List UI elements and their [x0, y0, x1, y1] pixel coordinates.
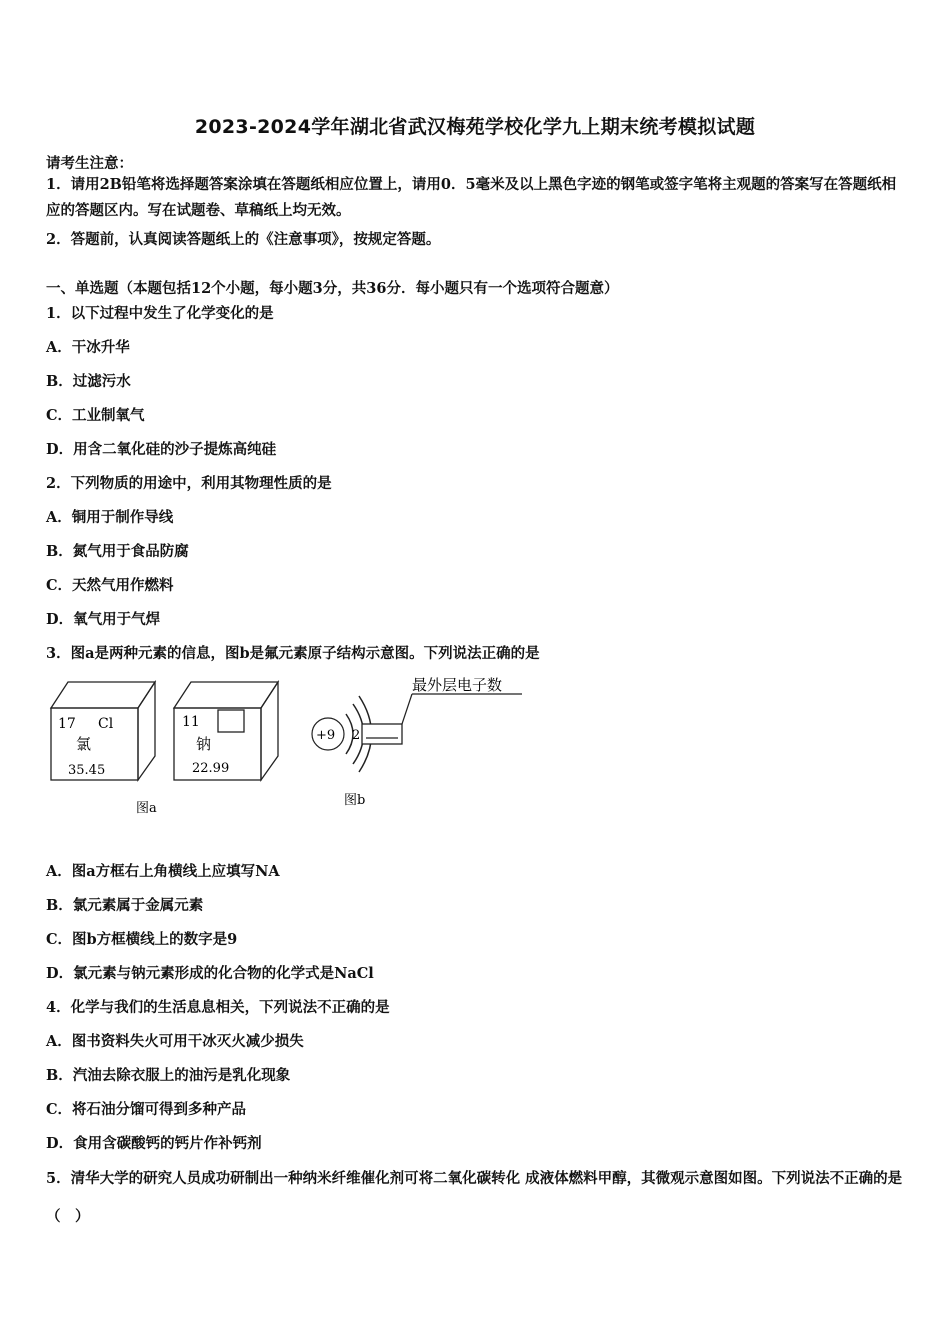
fluorine-atom	[312, 676, 522, 772]
question-4-option-d: D．食用含碳酸钙的钙片作补钙剂	[46, 1135, 262, 1152]
outer-shell-label: 最外层电子数	[412, 676, 503, 694]
question-1-option-c: C．工业制氧气	[46, 407, 145, 424]
question-2-option-a: A．铜用于制作导线	[46, 509, 174, 526]
nucleus-charge: +9	[316, 728, 336, 743]
sodium-card	[174, 682, 278, 780]
question-2-stem: 2．下列物质的用途中，利用其物理性质的是	[46, 475, 332, 492]
chlorine-number: 17	[58, 716, 76, 732]
question-4-option-c: C．将石油分馏可得到多种产品	[46, 1101, 247, 1118]
question-4-option-a: A．图书资料失火可用干冰灭火减少损失	[46, 1033, 304, 1050]
question-1-option-d: D．用含二氧化硅的沙子提炼高纯硅	[46, 441, 277, 458]
chlorine-symbol: Cl	[98, 716, 114, 732]
question-1-option-b: B．过滤污水	[46, 373, 131, 390]
question-5-stem: 5．清华大学的研究人员成功研制出一种纳米纤维催化剂可将二氧化碳转化 成液体燃料甲醇，其微观示意图如图。下列说法不正确的是（ ）	[46, 1170, 903, 1225]
figure-a-label: 图a	[136, 801, 157, 816]
question-4-stem: 4．化学与我们的生活息息相关，下列说法不正确的是	[46, 999, 390, 1016]
first-shell-electrons: 2	[352, 728, 361, 743]
question-3-option-b: B．氯元素属于金属元素	[46, 897, 204, 914]
question-1-option-a: A．干冰升华	[46, 339, 130, 356]
figure-b-label: 图b	[344, 793, 366, 808]
question-3-option-d: D．氯元素与钠元素形成的化合物的化学式是NaCl	[46, 965, 374, 982]
question-3-stem: 3．图a是两种元素的信息，图b是氟元素原子结构示意图。下列说法正确的是	[46, 645, 540, 662]
sodium-mass: 22.99	[192, 761, 230, 776]
sodium-number: 11	[182, 714, 200, 730]
question-3-option-a: A．图a方框右上角横线上应填写NA	[46, 863, 280, 880]
element-figure-svg	[46, 672, 546, 822]
question-1-stem: 1．以下过程中发生了化学变化的是	[46, 305, 274, 322]
notice-heading: 请考生注意：	[46, 155, 133, 172]
chlorine-mass: 35.45	[68, 763, 106, 778]
sodium-name: 钠	[196, 735, 212, 753]
chlorine-card	[51, 682, 155, 780]
notice-item-1: 1．请用2B铅笔将选择题答案涂填在答题纸相应位置上，请用0．5毫米及以上黑色字迹的钢笔或签字笔将主观题的答案写在答题纸相应的答题区内。写在试题卷、草稿纸上均无效。	[46, 176, 897, 219]
sodium-symbol-blank	[218, 710, 244, 732]
notice-item-2: 2．答题前，认真阅读答题纸上的《注意事项》，按规定答题。	[46, 231, 441, 248]
outer-shell-blank	[362, 724, 402, 744]
question-4-option-b: B．汽油去除衣服上的油污是乳化现象	[46, 1067, 291, 1084]
page-title: 2023-2024学年湖北省武汉梅苑学校化学九上期末统考模拟试题	[194, 116, 756, 138]
element-figure	[46, 672, 546, 822]
chlorine-name: 氯	[76, 735, 92, 753]
question-2-option-d: D．氧气用于气焊	[46, 611, 161, 628]
question-3-option-c: C．图b方框横线上的数字是9	[46, 931, 238, 948]
section-heading: 一、单选题（本题包括12个小题，每小题3分，共36分．每小题只有一个选项符合题意）	[46, 280, 619, 297]
question-2-option-b: B．氮气用于食品防腐	[46, 543, 189, 560]
question-2-option-c: C．天然气用作燃料	[46, 577, 174, 594]
